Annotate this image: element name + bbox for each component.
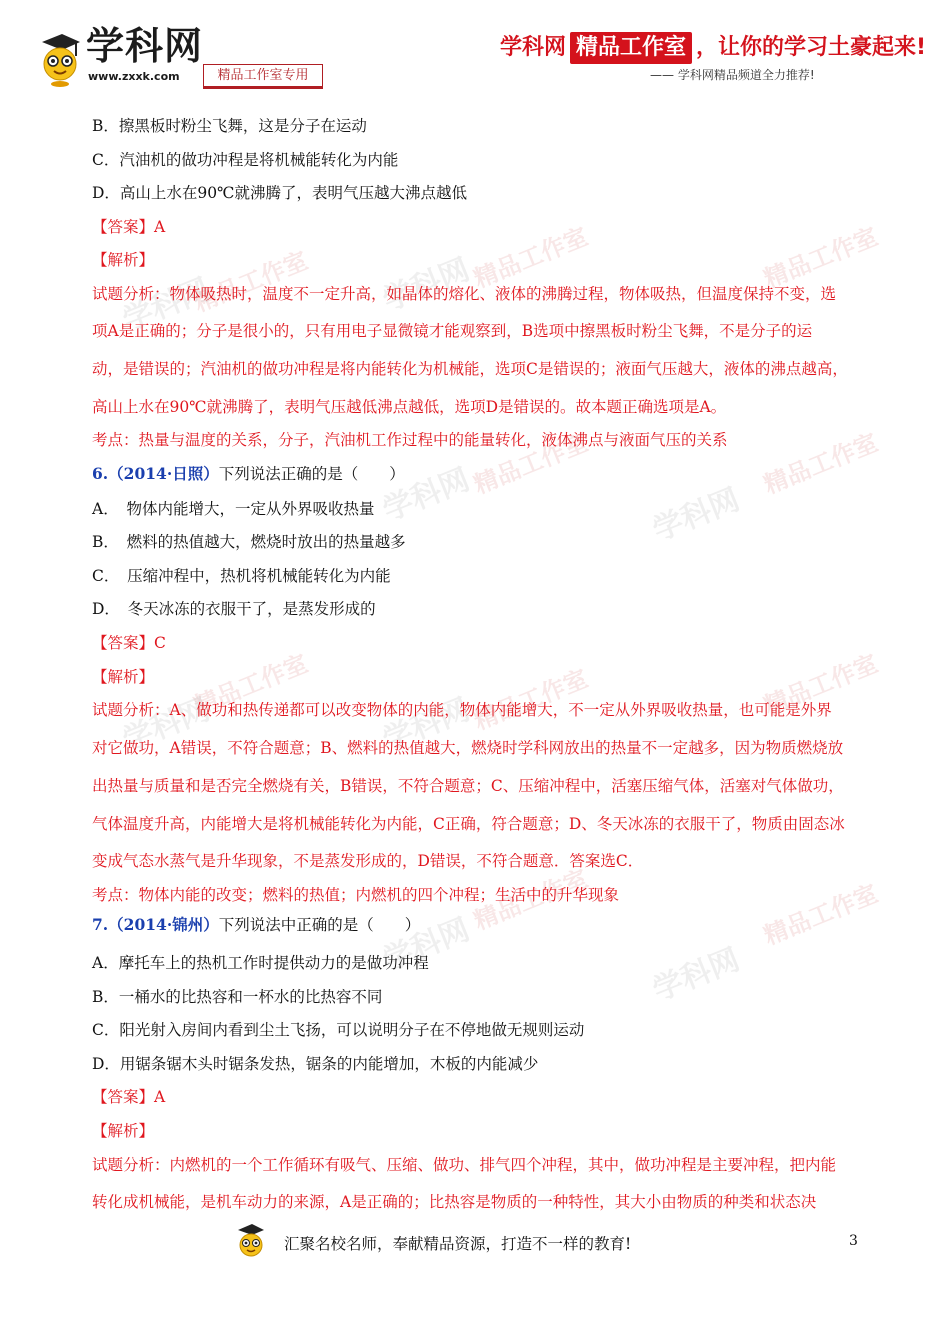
question-heading bbox=[92, 915, 420, 935]
option-line: A． 物体内能增大，一定从外界吸收热量 bbox=[92, 500, 375, 518]
analysis-text: 项A是正确的；分子是很小的，只有用电子显微镜才能观察到，B选项中擦黑板时粉尘飞舞，不是分子的运 bbox=[92, 322, 813, 340]
watermark-logo: 学科网 bbox=[378, 912, 475, 979]
question-number: 7.（2014·锦州） bbox=[92, 915, 219, 934]
analysis-label: 【解析】 bbox=[92, 251, 155, 269]
analysis-text: 气体温度升高，内能增大是将机械能转化为内能，C正确，符合题意；D、冬天冰冻的衣服干了，物质由固态冰 bbox=[92, 815, 845, 833]
footer-slogan: 汇聚名校名师，奉献精品资源，打造不一样的教育! bbox=[284, 1235, 632, 1253]
analysis-text: 转化成机械能，是机车动力的来源，A是正确的；比热容是物质的一种特性，其大小由物质的种类和状态决 bbox=[92, 1193, 817, 1211]
option-line: A．摩托车上的热机工作时提供动力的是做功冲程 bbox=[92, 954, 429, 972]
analysis-text: 动，是错误的；汽油机的做功冲程是将内能转化为机械能，选项C是错误的；液面气压越大，液体的沸点越高， bbox=[92, 360, 848, 378]
watermark-logo: 学科网 bbox=[378, 252, 475, 319]
watermark-text: 精品工作室 bbox=[760, 879, 882, 951]
analysis-text: 试题分析：A、做功和热传递都可以改变物体的内能，物体内能增大，不一定从外界吸收热量，也可能是外界 bbox=[92, 701, 832, 719]
question-stem: 下列说法中正确的是（ ） bbox=[218, 916, 421, 934]
watermark-text: 精品工作室 bbox=[760, 649, 882, 721]
analysis-text: 变成气态水蒸气是升华现象，不是蒸发形成的，D错误，不符合题意．答案选C． bbox=[92, 852, 644, 870]
logo-url: www.zxxk.com bbox=[88, 70, 180, 83]
slogan-highlight: 精品工作室 bbox=[570, 32, 692, 64]
badge-underline bbox=[203, 86, 323, 89]
watermark-logo: 学科网 bbox=[118, 692, 215, 759]
watermark-text: 精品工作室 bbox=[760, 428, 882, 500]
answer-label: 【答案】C bbox=[92, 634, 166, 652]
analysis-text: 出热量与质量和是否完全燃烧有关，B错误，不符合题意；C、压缩冲程中，活塞压缩气体，活塞对气体做功， bbox=[92, 777, 844, 795]
watermark-text: 精品工作室 bbox=[190, 649, 312, 721]
analysis-text: 试题分析：物体吸热时，温度不一定升高，如晶体的熔化、液体的沸腾过程，物体吸热，但温度保持不变，选 bbox=[92, 285, 837, 303]
page-number: 3 bbox=[849, 1233, 858, 1249]
watermark-text: 精品工作室 bbox=[470, 428, 592, 500]
option-line: B．一桶水的比热容和一杯水的比热容不同 bbox=[92, 988, 383, 1006]
mascot-icon bbox=[236, 1222, 266, 1260]
header-subslogan: —— 学科网精品频道全力推荐! bbox=[650, 68, 815, 82]
option-line: C． 压缩冲程中，热机将机械能转化为内能 bbox=[92, 567, 391, 585]
logo-badge: 精品工作室专用 bbox=[203, 64, 323, 88]
analysis-label: 【解析】 bbox=[92, 1122, 155, 1140]
option-line: B．擦黑板时粉尘飞舞，这是分子在运动 bbox=[92, 117, 367, 135]
slogan-tail: ，让你的学习土豪起来! bbox=[696, 35, 927, 60]
analysis-text: 高山上水在90℃就沸腾了，表明气压越低沸点越低，选项D是错误的。故本题正确选项是A。 bbox=[92, 398, 727, 416]
option-line: B． 燃料的热值越大，燃烧时放出的热量越多 bbox=[92, 533, 406, 551]
knowledge-point: 考点：物体内能的改变；燃料的热值；内燃机的四个冲程；生活中的升华现象 bbox=[92, 886, 620, 904]
answer-label: 【答案】A bbox=[92, 1088, 166, 1106]
knowledge-point: 考点：热量与温度的关系，分子，汽油机工作过程中的能量转化，液体沸点与液面气压的关系 bbox=[92, 431, 728, 449]
watermark-logo: 学科网 bbox=[648, 482, 745, 549]
page-header bbox=[0, 0, 950, 100]
question-number: 6.（2014·日照） bbox=[92, 464, 219, 483]
option-line: C．阳光射入房间内看到尘土飞扬，可以说明分子在不停地做无规则运动 bbox=[92, 1021, 585, 1039]
question-heading bbox=[92, 464, 405, 484]
watermark-logo: 学科网 bbox=[378, 462, 475, 529]
watermark-text: 精品工作室 bbox=[190, 246, 312, 318]
question-stem: 下列说法正确的是（ ） bbox=[218, 465, 405, 483]
watermark-text: 精品工作室 bbox=[470, 222, 592, 294]
header-slogan bbox=[500, 30, 926, 66]
analysis-label: 【解析】 bbox=[92, 668, 155, 686]
mascot-logo-icon bbox=[38, 30, 82, 88]
watermark-logo: 学科网 bbox=[378, 692, 475, 759]
watermark-text: 精品工作室 bbox=[470, 664, 592, 736]
option-line: D．高山上水在90℃就沸腾了，表明气压越大沸点越低 bbox=[92, 184, 467, 202]
option-line: C．汽油机的做功冲程是将机械能转化为内能 bbox=[92, 151, 399, 169]
analysis-text: 对它做功，A错误，不符合题意；B、燃料的热值越大，燃烧时学科网放出的热量不一定越多，因为物质燃烧放 bbox=[92, 739, 844, 757]
option-line: D． 冬天冰冻的衣服干了，是蒸发形成的 bbox=[92, 600, 376, 618]
analysis-text: 试题分析：内燃机的一个工作循环有吸气、压缩、做功、排气四个冲程，其中，做功冲程是主要冲程，把内能 bbox=[92, 1156, 837, 1174]
watermark-text: 精品工作室 bbox=[470, 864, 592, 936]
slogan-brand: 学科网 bbox=[500, 35, 567, 60]
watermark-logo: 学科网 bbox=[648, 942, 745, 1009]
logo-wordmark: 学科网 bbox=[86, 24, 204, 68]
watermark-text: 精品工作室 bbox=[760, 222, 882, 294]
answer-label: 【答案】A bbox=[92, 218, 166, 236]
watermark-logo: 学科网 bbox=[118, 272, 215, 339]
option-line: D．用锯条锯木头时锯条发热，锯条的内能增加，木板的内能减少 bbox=[92, 1055, 539, 1073]
